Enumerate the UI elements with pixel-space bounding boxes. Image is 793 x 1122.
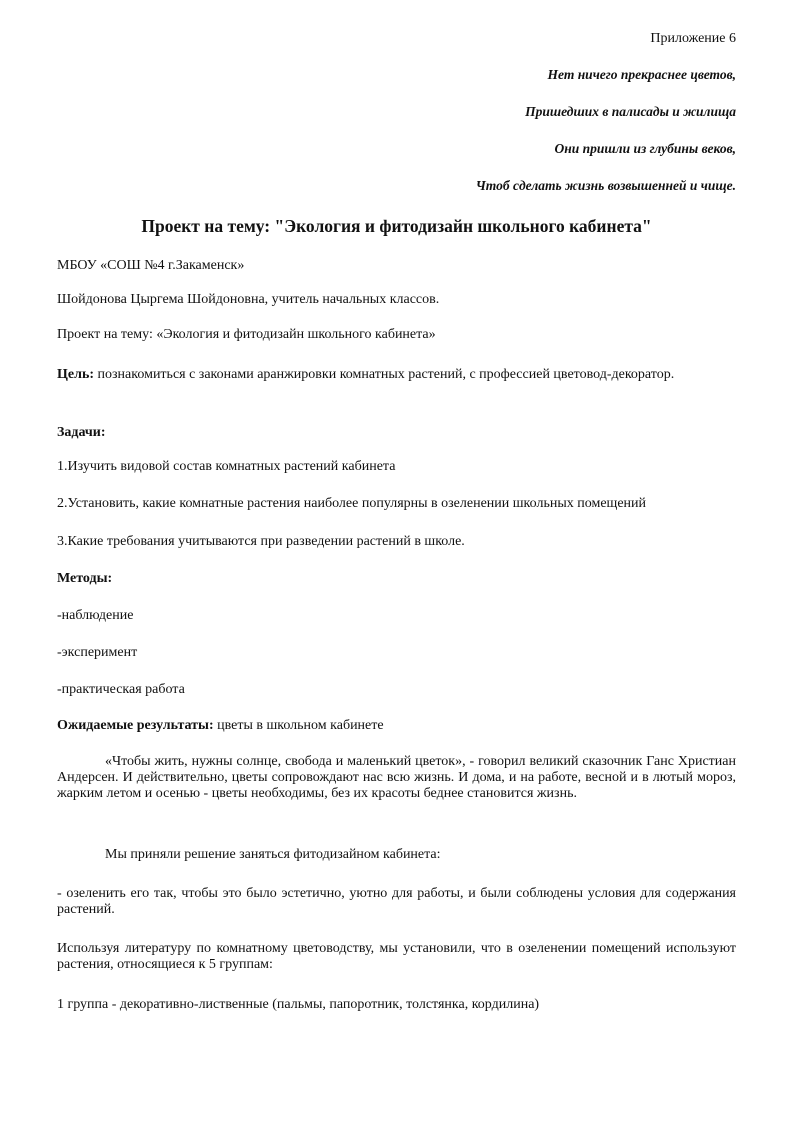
- methods-label: Методы:: [57, 571, 113, 586]
- task-item-2: 2.Установить, какие комнатные растения наиболее популярны в озеленении школьных помещений: [57, 496, 647, 511]
- appendix-label: Приложение 6: [650, 31, 736, 46]
- project-line: Проект на тему: «Экология и фитодизайн школьного кабинета»: [57, 327, 436, 342]
- results-text: цветы в школьном кабинете: [213, 718, 384, 733]
- school-name: МБОУ «СОШ №4 г.Закаменск»: [57, 258, 245, 273]
- goal-text: познакомиться с законами аранжировки комнатных растений, с профессией цветовод-декоратор.: [94, 367, 675, 382]
- goal-label: Цель:: [57, 367, 95, 382]
- method-item-3: -практическая работа: [57, 682, 185, 697]
- task-item-1: 1.Изучить видовой состав комнатных растений кабинета: [57, 459, 396, 474]
- decision-paragraph: Мы приняли решение заняться фитодизайном кабинета:: [105, 847, 441, 862]
- green-paragraph: - озеленить его так, чтобы это было эстетично, уютно для работы, и были соблюдены условия для содержания растений.: [57, 886, 736, 917]
- group-1-line: 1 группа - декоративно-лиственные (пальмы, папоротник, толстянка, кордилина): [57, 997, 540, 1012]
- results-label: Ожидаемые результаты:: [57, 718, 214, 733]
- method-item-2: -эксперимент: [57, 645, 138, 660]
- results-line: [57, 718, 736, 734]
- goal-paragraph: [57, 367, 736, 383]
- epigraph-line-1: Нет ничего прекраснее цветов,: [547, 67, 736, 82]
- quote-paragraph: «Чтобы жить, нужны солнце, свобода и маленький цветок», - говорил великий сказочник Ганс Христиан Андерсен. И действительно, цветы сопровождают нас всю жизнь. И дома, и на работе, весной и в лютый мороз, жарким летом и осенью - цветы необходимы, без их красоты беднее становится жизнь.: [57, 754, 736, 801]
- literature-paragraph: Используя литературу по комнатному цветоводству, мы установили, что в озеленении помещений используют растения, относящиеся к 5 группам:: [57, 941, 736, 972]
- tasks-heading: [57, 425, 736, 441]
- epigraph-line-3: Они пришли из глубины веков,: [554, 141, 736, 156]
- page-title: Проект на тему: "Экология и фитодизайн школьного кабинета": [141, 216, 652, 236]
- task-item-3: 3.Какие требования учитываются при разведении растений в школе.: [57, 534, 465, 549]
- tasks-label: Задачи:: [57, 425, 106, 440]
- method-item-1: -наблюдение: [57, 608, 134, 623]
- methods-heading: [57, 571, 736, 587]
- author-line: Шойдонова Цыргема Шойдоновна, учитель начальных классов.: [57, 292, 440, 307]
- epigraph-line-2: Пришедших в палисады и жилища: [525, 104, 736, 119]
- epigraph-line-4: Чтоб сделать жизнь возвышенней и чище.: [475, 178, 736, 193]
